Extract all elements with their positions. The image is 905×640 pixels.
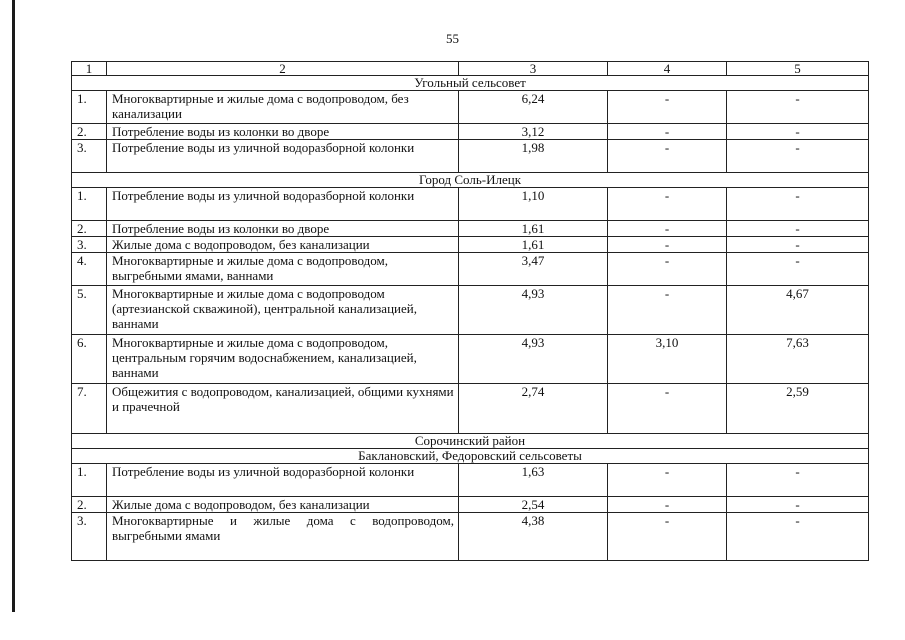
section-title-row	[72, 173, 869, 188]
section-title: Сорочинский район	[72, 434, 869, 449]
table-row	[72, 188, 869, 221]
value-col4: -	[608, 497, 727, 513]
row-description: Потребление воды из уличной водоразборной колонки	[107, 140, 459, 173]
value-col5: -	[727, 513, 869, 561]
value-col5: 2,59	[727, 384, 869, 434]
table-row	[72, 253, 869, 286]
table-row	[72, 237, 869, 253]
tariff-table	[71, 61, 869, 561]
value-col3: 2,54	[459, 497, 608, 513]
value-col3: 6,24	[459, 91, 608, 124]
value-col5: 4,67	[727, 286, 869, 335]
value-col4: 3,10	[608, 335, 727, 384]
value-col3: 4,38	[459, 513, 608, 561]
subsection-title-row	[72, 449, 869, 464]
value-col3: 3,47	[459, 253, 608, 286]
row-number: 3.	[72, 513, 107, 561]
value-col4: -	[608, 253, 727, 286]
value-col3: 2,74	[459, 384, 608, 434]
value-col3: 3,12	[459, 124, 608, 140]
table-row	[72, 335, 869, 384]
row-description: Потребление воды из уличной водоразборной колонки	[107, 464, 459, 497]
header-cell: 1	[72, 62, 107, 76]
row-number: 5.	[72, 286, 107, 335]
value-col4: -	[608, 140, 727, 173]
table-row	[72, 384, 869, 434]
value-col4: -	[608, 221, 727, 237]
row-description: Потребление воды из колонки во дворе	[107, 124, 459, 140]
value-col4: -	[608, 91, 727, 124]
table-row	[72, 513, 869, 561]
value-col5: 7,63	[727, 335, 869, 384]
row-description: Многоквартирные и жилые дома с водопроводом, выгребными ямами	[107, 513, 459, 561]
value-col3: 1,10	[459, 188, 608, 221]
value-col3: 1,61	[459, 221, 608, 237]
row-description: Многоквартирные и жилые дома с водопроводом, центральным горячим водоснабжением, канализацией, ваннами	[107, 335, 459, 384]
header-cell: 2	[107, 62, 459, 76]
value-col4: -	[608, 124, 727, 140]
row-number: 1.	[72, 91, 107, 124]
row-number: 2.	[72, 497, 107, 513]
table-row	[72, 140, 869, 173]
row-description: Многоквартирные и жилые дома с водопроводом, без канализации	[107, 91, 459, 124]
table-row	[72, 497, 869, 513]
row-number: 3.	[72, 140, 107, 173]
row-description: Потребление воды из уличной водоразборной колонки	[107, 188, 459, 221]
table-row	[72, 464, 869, 497]
value-col4: -	[608, 464, 727, 497]
value-col5: -	[727, 91, 869, 124]
value-col4: -	[608, 513, 727, 561]
value-col4: -	[608, 384, 727, 434]
value-col5: -	[727, 253, 869, 286]
table-row	[72, 91, 869, 124]
value-col4: -	[608, 286, 727, 335]
table-row	[72, 286, 869, 335]
value-col5: -	[727, 140, 869, 173]
value-col5: -	[727, 221, 869, 237]
row-number: 6.	[72, 335, 107, 384]
section-title-row	[72, 434, 869, 449]
value-col5: -	[727, 464, 869, 497]
row-description: Многоквартирные и жилые дома с водопроводом (артезианской скважиной), центральной канализацией, ваннами	[107, 286, 459, 335]
row-description: Потребление воды из колонки во дворе	[107, 221, 459, 237]
value-col5: -	[727, 237, 869, 253]
row-description: Общежития с водопроводом, канализацией, общими кухнями и прачечной	[107, 384, 459, 434]
row-number: 7.	[72, 384, 107, 434]
scan-edge-line	[12, 0, 15, 612]
row-number: 1.	[72, 188, 107, 221]
page-number: 55	[446, 31, 459, 46]
row-number: 3.	[72, 237, 107, 253]
header-cell: 4	[608, 62, 727, 76]
section-title: Город Соль-Илецк	[72, 173, 869, 188]
row-number: 4.	[72, 253, 107, 286]
value-col4: -	[608, 188, 727, 221]
row-number: 1.	[72, 464, 107, 497]
value-col4: -	[608, 237, 727, 253]
row-description: Многоквартирные и жилые дома с водопроводом, выгребными ямами, ваннами	[107, 253, 459, 286]
value-col3: 1,63	[459, 464, 608, 497]
row-description: Жилые дома с водопроводом, без канализации	[107, 497, 459, 513]
header-cell: 3	[459, 62, 608, 76]
row-description: Жилые дома с водопроводом, без канализации	[107, 237, 459, 253]
value-col3: 1,61	[459, 237, 608, 253]
section-title-row	[72, 76, 869, 91]
header-cell: 5	[727, 62, 869, 76]
value-col5: -	[727, 188, 869, 221]
section-title: Угольный сельсовет	[72, 76, 869, 91]
value-col3: 4,93	[459, 335, 608, 384]
row-number: 2.	[72, 124, 107, 140]
table-row	[72, 221, 869, 237]
row-number: 2.	[72, 221, 107, 237]
header-row	[72, 62, 869, 76]
subsection-title: Баклановский, Федоровский сельсоветы	[72, 449, 869, 464]
value-col5: -	[727, 124, 869, 140]
value-col3: 1,98	[459, 140, 608, 173]
value-col3: 4,93	[459, 286, 608, 335]
value-col5: -	[727, 497, 869, 513]
table-row	[72, 124, 869, 140]
